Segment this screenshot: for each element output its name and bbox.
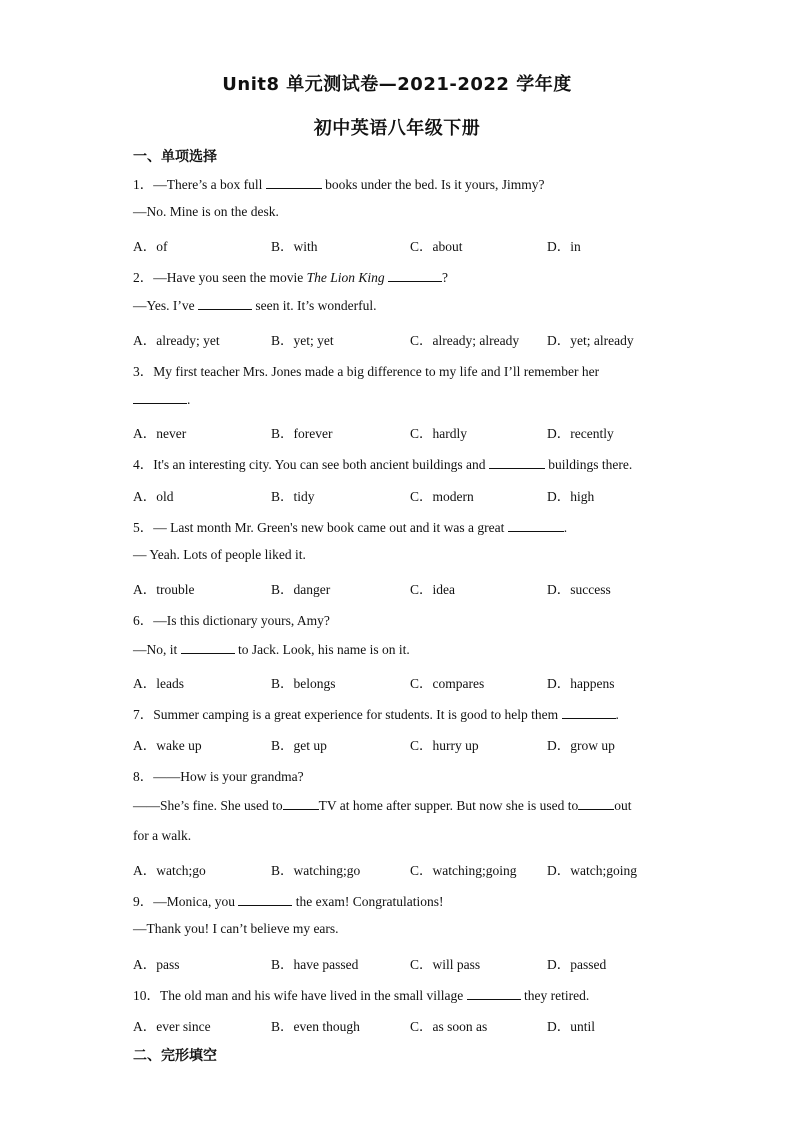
section-heading-multiple-choice: 一、单项选择 — [133, 149, 217, 165]
question-8-option-a: A．watch;go — [133, 863, 206, 878]
question-8-reply-end: for a walk. — [133, 828, 192, 843]
question-9-stem: 9．—Monica, you the exam! Congratulations! — [133, 894, 444, 909]
question-5-option-a: A．trouble — [133, 582, 195, 597]
question-2-option-d: D．yet; already — [547, 333, 634, 348]
question-1-reply: —No. Mine is on the desk. — [133, 204, 279, 219]
question-10-option-d: D．until — [547, 1019, 596, 1034]
page-title: Unit8 单元测试卷—2021-2022 学年度 — [222, 74, 572, 95]
question-9-option-d: D．passed — [547, 957, 607, 972]
question-5-option-b: B．danger — [271, 582, 331, 597]
question-10-option-b: B．even though — [271, 1019, 360, 1034]
question-10-stem: 10．The old man and his wife have lived in the small village they retired. — [133, 988, 590, 1003]
question-10-option-a: A．ever since — [133, 1019, 211, 1034]
question-5-option-d: D．success — [547, 582, 611, 597]
question-3-option-d: D．recently — [547, 426, 614, 441]
question-4-option-a: A．old — [133, 489, 174, 504]
question-1-stem: 1．—There’s a box full books under the bed. Is it yours, Jimmy? — [133, 177, 545, 192]
answer-blank — [238, 893, 292, 906]
question-2-reply: —Yes. I’ve seen it. It’s wonderful. — [133, 298, 377, 313]
question-7-option-a: A．wake up — [133, 738, 202, 753]
question-2-option-b: B．yet; yet — [271, 333, 334, 348]
question-8-reply: ——She’s fine. She used to TV at home after supper. But now she is used to out — [133, 798, 632, 813]
question-6-option-d: D．happens — [547, 676, 615, 691]
page-subtitle: 初中英语八年级下册 — [313, 118, 481, 139]
question-4-option-c: C．modern — [410, 489, 474, 504]
question-4-stem: 4．It's an interesting city. You can see both ancient buildings and buildings there. — [133, 457, 633, 472]
question-3-option-b: B．forever — [271, 426, 333, 441]
question-3-stem-end: . — [133, 391, 190, 408]
question-5-reply: — Yeah. Lots of people liked it. — [133, 547, 306, 562]
answer-blank — [283, 797, 319, 810]
answer-blank — [198, 297, 252, 310]
answer-blank — [489, 456, 545, 469]
question-2-option-a: A．already; yet — [133, 333, 220, 348]
question-8-option-c: C．watching;going — [410, 863, 517, 878]
question-4-option-d: D．high — [547, 489, 595, 504]
section-heading-cloze: 二、完形填空 — [133, 1048, 217, 1064]
question-2-stem: 2．—Have you seen the movie The Lion King ? — [133, 270, 448, 285]
question-1-option-a: A．of — [133, 239, 168, 254]
question-7-stem: 7．Summer camping is a great experience for students. It is good to help them . — [133, 707, 619, 722]
question-7-option-c: C．hurry up — [410, 738, 479, 753]
question-8-option-b: B．watching;go — [271, 863, 361, 878]
movie-title: The Lion King — [306, 270, 385, 285]
answer-blank — [181, 641, 235, 654]
question-1-option-b: B．with — [271, 239, 318, 254]
question-5-stem: 5．— Last month Mr. Green's new book came out and it was a great . — [133, 520, 568, 535]
question-10-option-c: C．as soon as — [410, 1019, 488, 1034]
answer-blank — [562, 706, 616, 719]
answer-blank — [578, 797, 614, 810]
question-3-option-a: A．never — [133, 426, 187, 441]
question-2-option-c: C．already; already — [410, 333, 520, 348]
question-7-option-d: D．grow up — [547, 738, 615, 753]
question-3-stem: 3．My first teacher Mrs. Jones made a big difference to my life and I’ll remember her — [133, 364, 600, 379]
question-8-stem: 8．——How is your grandma? — [133, 769, 304, 784]
question-7-option-b: B．get up — [271, 738, 327, 753]
question-6-option-b: B．belongs — [271, 676, 336, 691]
question-4-option-b: B．tidy — [271, 489, 315, 504]
answer-blank — [388, 269, 442, 282]
answer-blank — [266, 176, 322, 189]
question-9-option-b: B．have passed — [271, 957, 359, 972]
question-3-option-c: C．hardly — [410, 426, 467, 441]
question-6-stem: 6．—Is this dictionary yours, Amy? — [133, 613, 330, 628]
question-9-option-c: C．will pass — [410, 957, 481, 972]
question-8-option-d: D．watch;going — [547, 863, 637, 878]
question-9-option-a: A．pass — [133, 957, 180, 972]
question-9-reply: —Thank you! I can’t believe my ears. — [133, 921, 339, 936]
question-5-option-c: C．idea — [410, 582, 455, 597]
question-6-reply: —No, it to Jack. Look, his name is on it. — [133, 642, 410, 657]
answer-blank — [133, 391, 187, 404]
question-6-option-a: A．leads — [133, 676, 184, 691]
question-1-option-c: C．about — [410, 239, 463, 254]
answer-blank — [508, 519, 564, 532]
answer-blank — [467, 987, 521, 1000]
question-1-option-d: D．in — [547, 239, 581, 254]
question-6-option-c: C．compares — [410, 676, 485, 691]
